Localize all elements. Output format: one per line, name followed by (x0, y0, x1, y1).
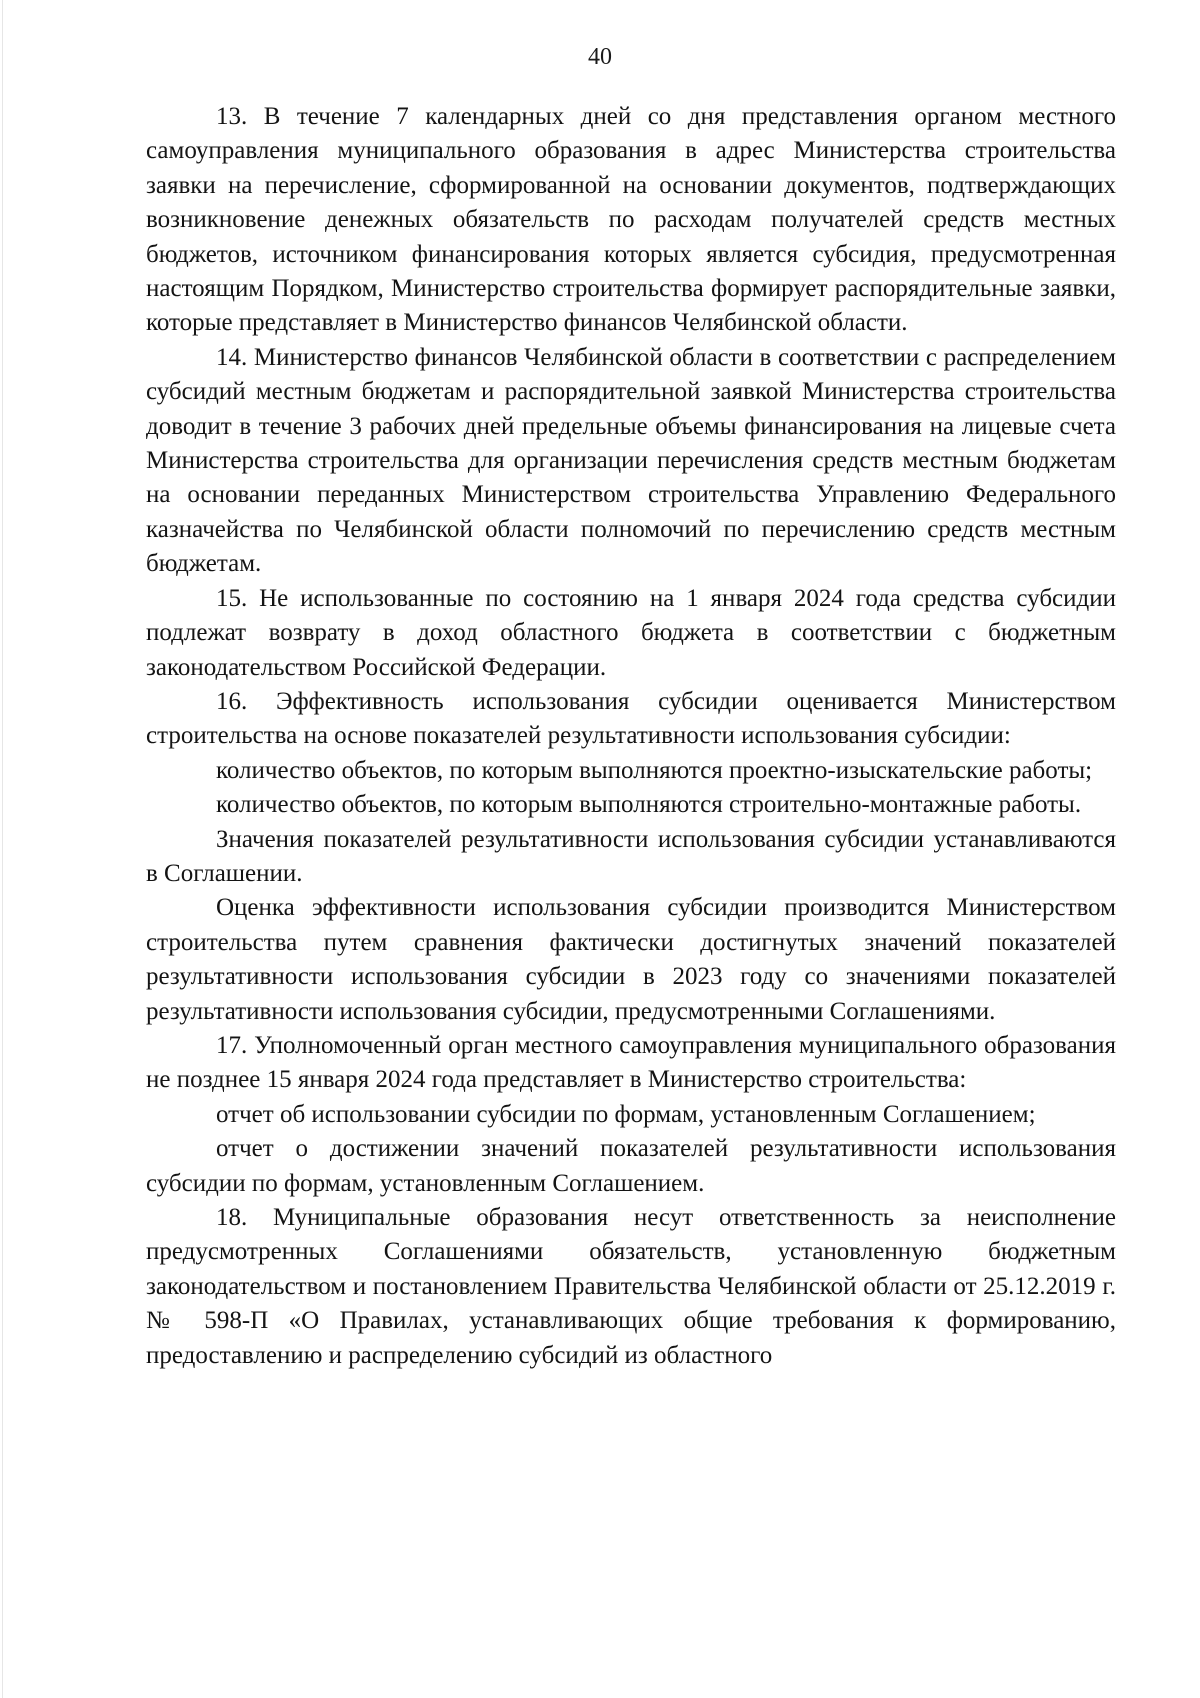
paragraph-16-evaluation: Оценка эффективности использования субсидии производится Министерством строительства путем сравнения фактически достигнутых значений показателей результативности использования субсидии в 2023 году со значениями показателей результативности использования субсидии, предусмотренными Соглашениями. (146, 894, 1116, 1025)
paragraph-16-item-2: количество объектов, по которым выполняются строительно-монтажные работы. (216, 791, 1082, 819)
paragraph-14: 14. Министерство финансов Челябинской области в соответствии с распределением субсидий местным бюджетам и распорядительной заявкой Министерства строительства доводит в течение 3 рабочих дней предельные объемы финансирования на лицевые счета Министерства строительства для организации перечисления средств местным бюджетам на основании переданных Министерством строительства Управлению Федерального казначейства по Челябинской области полномочий по перечислению средств местным бюджетам. (146, 343, 1116, 578)
paragraph-15: 15. Не использованные по состоянию на 1 января 2024 года средства субсидии подлежат возврату в доход областного бюджета в соответствии с бюджетным законодательством Российской Федерации. (146, 584, 1116, 681)
paragraph-17-item-2: отчет о достижении значений показателей результативности использования субсидии по формам, установленным Соглашением. (146, 1135, 1116, 1197)
paragraph-16-item-1: количество объектов, по которым выполняются проектно-изыскательские работы; (216, 756, 1093, 784)
page-number: 40 (588, 44, 612, 70)
paragraph-16-values: Значения показателей результативности использования субсидии устанавливаются в Соглашении. (146, 825, 1116, 887)
paragraph-17: 17. Уполномоченный орган местного самоуправления муниципального образования не позднее 15 января 2024 года представляет в Министерство строительства: (146, 1031, 1116, 1094)
paragraph-17-item-1: отчет об использовании субсидии по формам, установленным Соглашением; (216, 1100, 1036, 1128)
paragraph-16: 16. Эффективность использования субсидии оценивается Министерством строительства на основе показателей результативности использования субсидии: (146, 687, 1116, 750)
paragraph-13: 13. В течение 7 календарных дней со дня представления органом местного самоуправления муниципального образования в адрес Министерства строительства заявки на перечисление, сформированной на основании документов, подтверждающих возникновение денежных обязательств по расходам получателей средств местных бюджетов, источником финансирования которых является субсидия, предусмотренная настоящим Порядком, Министерство строительства формирует распорядительные заявки, которые представляет в Министерство финансов Челябинской области. (146, 103, 1116, 337)
document-body (146, 100, 1116, 1373)
scan-edge-line (2, 0, 3, 1698)
paragraph-18: 18. Муниципальные образования несут ответственность за неисполнение предусмотренных Соглашениями обязательств, установленную бюджетным законодательством и постановлением Правительства Челябинской области от 25.12.2019 г. № 598-П «О Правилах, устанавливающих общие требования к формированию, предоставлению и распределению субсидий из областного (146, 1204, 1116, 1369)
